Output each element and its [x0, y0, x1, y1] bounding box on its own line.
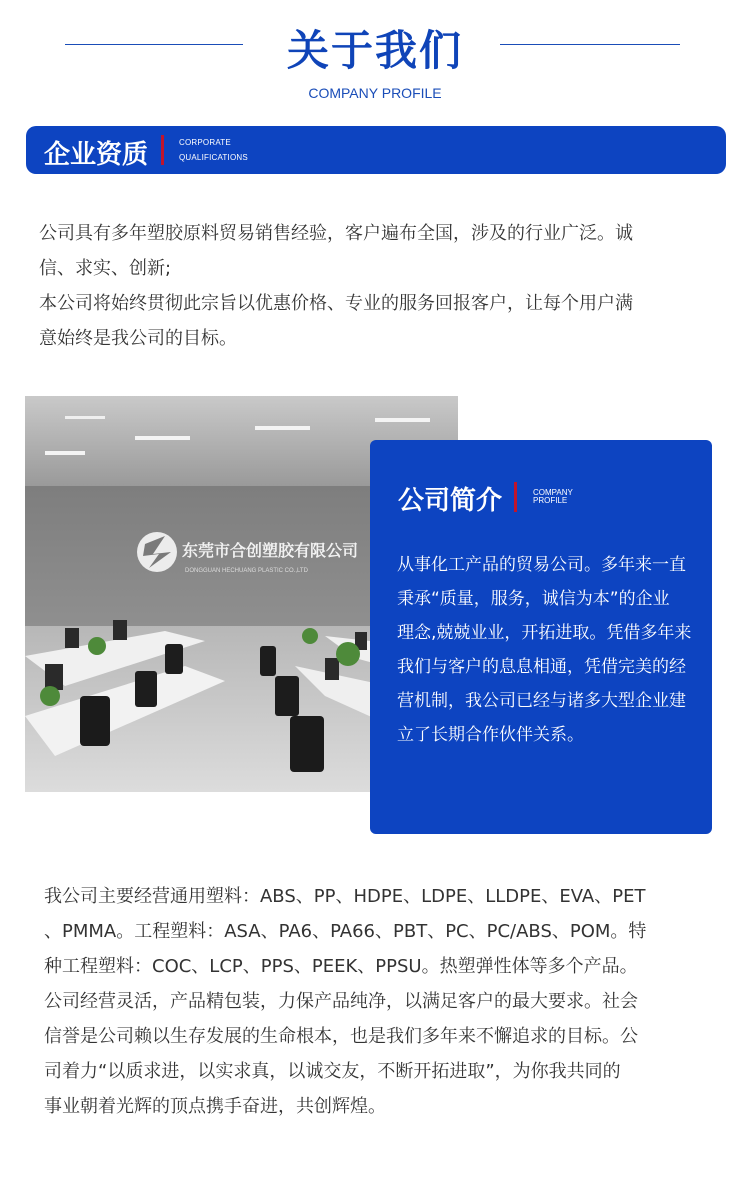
intro-line: 秉承“质量，服务，诚信为本”的企业 [397, 589, 670, 609]
page-subtitle: COMPANY PROFILE [308, 85, 442, 101]
qualification-en-line2: QUALIFICATIONS [179, 153, 248, 162]
office-sign-cn: 东莞市合创塑胶有限公司 [182, 541, 359, 560]
intro-en-line2: PROFILE [533, 496, 568, 505]
intro-line: 理念,兢兢业业，开拓进取。凭借多年来 [397, 623, 692, 643]
accent-bar [514, 482, 517, 512]
products-line: 信誉是公司赖以生存发展的生命根本，也是我们多年来不懈追求的目标。公 [44, 1026, 638, 1047]
products-paragraph [44, 879, 734, 1124]
products-line: 、PMMA。工程塑料：ASA、PA6、PA66、PBT、PC、PC/ABS、POM。特 [44, 921, 647, 942]
intro-line: 我们与客户的息息相通，凭借完美的经 [397, 657, 686, 677]
products-line: 我公司主要经营通用塑料：ABS、PP、HDPE、LDPE、LLDPE、EVA、PET [44, 886, 646, 907]
intro-line: 从事化工产品的贸易公司。多年来一直 [397, 555, 686, 575]
qualification-line: 信、求实、创新; [39, 258, 172, 279]
qualification-en-label [179, 135, 248, 165]
accent-bar [161, 135, 164, 165]
company-logo [137, 532, 177, 572]
company-intro-card [370, 440, 712, 834]
qualification-line: 本公司将始终贯彻此宗旨以优惠价格、专业的服务回报客户，让每个用户满 [39, 293, 633, 314]
products-line: 司着力“以质求进，以实求真，以诚交友，不断开拓进取”，为你我共同的 [44, 1061, 621, 1082]
page-title: 关于我们 [286, 26, 463, 75]
qualification-banner [26, 126, 726, 174]
intro-title: 公司简介 [398, 486, 503, 516]
intro-line: 营机制，我公司已经与诸多大型企业建 [397, 691, 686, 711]
qualification-line: 公司具有多年塑胶原料贸易销售经验，客户遍布全国，涉及的行业广泛。诚 [39, 223, 633, 244]
qualification-line: 意始终是我公司的目标。 [39, 328, 237, 349]
intro-en-line1: COMPANY [533, 488, 573, 497]
office-sign-en: DONGGUAN HECHUANG PLASTIC CO.,LTD [185, 568, 308, 574]
intro-en-label [533, 489, 573, 505]
intro-line: 立了长期合作伙伴关系。 [397, 725, 584, 745]
products-line: 种工程塑料：COC、LCP、PPS、PEEK、PPSU。热塑弹性体等多个产品。 [44, 956, 638, 977]
products-line: 事业朝着光辉的顶点携手奋进，共创辉煌。 [44, 1096, 386, 1117]
qualification-paragraph [39, 216, 719, 356]
products-line: 公司经营灵活，产品精包装，力保产品纯净，以满足客户的最大要求。社会 [44, 991, 638, 1012]
intro-paragraph [397, 548, 697, 752]
qualification-en-line1: CORPORATE [179, 138, 231, 147]
qualification-title: 企业资质 [44, 140, 149, 170]
